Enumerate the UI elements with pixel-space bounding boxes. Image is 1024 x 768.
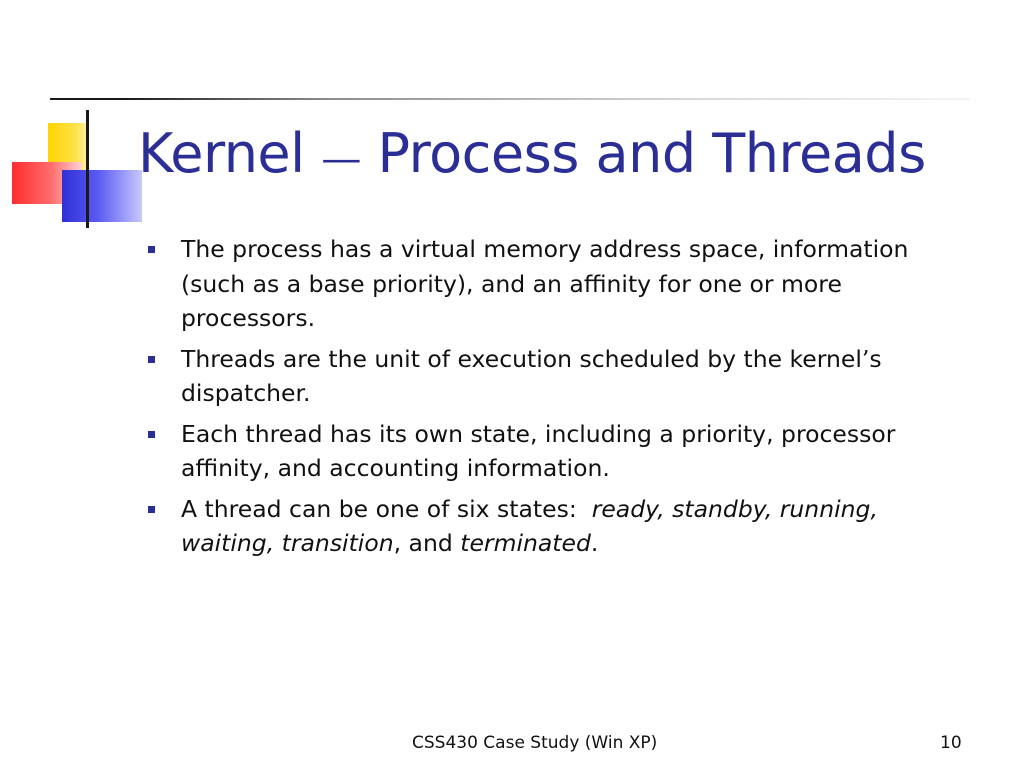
bullet-item [148,492,968,561]
bullet-item [148,342,968,411]
slide-logo [0,100,160,240]
states-list-italic: ready, standby, running, waiting, transition [181,494,878,557]
bullet-square-icon [148,431,155,438]
bullet-list [148,232,968,567]
bullet-text-end: . [590,529,599,557]
logo-blue-square [62,170,142,222]
title-separator: — [321,136,361,182]
bullet-text: Each thread has its own state, including a priority, processor affinity, and accounting information. [181,419,896,482]
footer-course-title: CSS430 Case Study (Win XP) [412,733,658,753]
bullet-item [148,232,968,336]
title-underline [50,98,970,100]
logo-vertical-line [86,110,89,228]
state-terminated-italic: terminated [460,529,591,557]
bullet-text: Threads are the unit of execution scheduled by the kernel [181,344,862,373]
bullet-text: The process has a virtual memory address space, information (such as a base priority), and an affinity for one or more processors. [181,235,909,332]
bullet-square-icon [148,356,155,363]
title-left: Kernel [138,122,305,185]
title-right: Process and Threads [377,122,926,185]
bullet-item [148,417,968,486]
bullet-text-tail: s dispatcher. [181,344,882,407]
bullet-square-icon [148,506,155,513]
bullet-square-icon [148,246,155,253]
bullet-text: A thread can be one of six states: [181,494,592,523]
slide-title [138,122,926,185]
bullet-apostrophe: ’ [861,344,870,373]
footer-page-number: 10 [940,733,962,753]
bullet-text-mid: , and [393,529,461,557]
